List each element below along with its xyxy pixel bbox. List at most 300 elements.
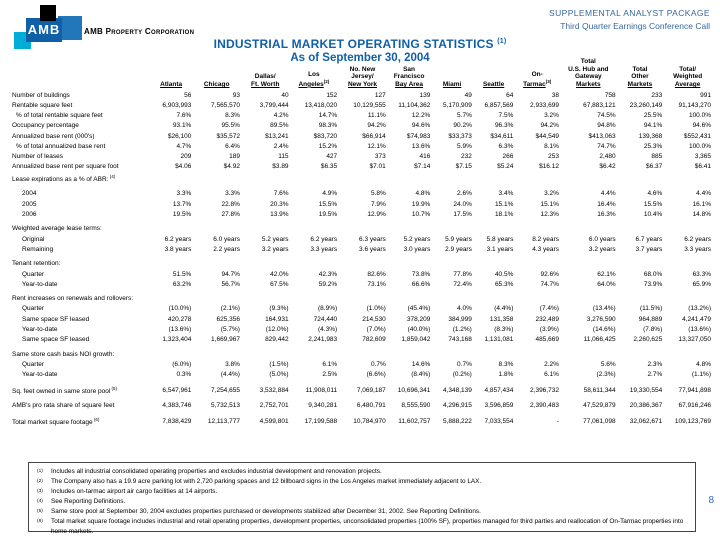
data-cell: 7,254,655 — [211, 386, 240, 394]
data-cell: (7.8%) — [643, 326, 663, 334]
data-cell: (1.1%) — [691, 371, 711, 379]
data-cell: 14.7% — [318, 112, 338, 120]
data-cell: 139 — [419, 91, 431, 99]
row-label: % of total rentable square feet — [16, 112, 103, 120]
data-cell: 67,883,121 — [583, 101, 616, 109]
data-cell: 109,123,769 — [674, 417, 711, 425]
package-title: SUPPLEMENTAL ANALYST PACKAGE — [549, 8, 710, 18]
column-header: San Francisco Bay Area — [393, 65, 425, 88]
column-header-spacer — [8, 58, 150, 91]
data-cell: $6.41 — [694, 163, 711, 171]
data-cell: 6.0 years — [213, 235, 240, 243]
column-header: Chicago — [203, 80, 230, 88]
data-cell: 5.8% — [370, 190, 386, 198]
data-cell: 16.3% — [597, 210, 616, 218]
data-cell: 6,480,791 — [356, 402, 386, 410]
row-label: 2006 — [22, 210, 37, 218]
data-cell: 73.9% — [643, 280, 663, 288]
data-cell: 19.5% — [172, 210, 192, 218]
data-cell: 5.8 years — [486, 235, 514, 243]
data-cell: 91,143,270 — [678, 101, 711, 109]
data-cell: 4,857,434 — [484, 386, 514, 394]
data-cell: 4.4% — [600, 190, 616, 198]
data-cell: 5.7% — [457, 112, 472, 120]
data-cell: 991 — [700, 91, 711, 99]
data-cell: 77,061,098 — [583, 417, 616, 425]
column-header: Total U.S. Hub and Gateway Markets — [568, 58, 609, 88]
data-cell: 378,209 — [406, 315, 431, 323]
data-cell: 6.3 years — [359, 235, 386, 243]
data-cell: 2,752,701 — [259, 402, 289, 410]
data-cell: 20.3% — [270, 200, 289, 208]
data-cell: 11,602,757 — [398, 417, 431, 425]
data-cell: 98.3% — [318, 122, 338, 130]
data-cell: 12.2% — [411, 112, 431, 120]
data-cell: 42.3% — [318, 270, 338, 278]
data-cell: 68.0% — [643, 270, 663, 278]
data-cell: 964,889 — [638, 315, 663, 323]
logo-black-square-icon — [40, 5, 56, 21]
row-label: Number of buildings — [12, 91, 70, 99]
row-label: Remaining — [22, 245, 54, 253]
data-cell: (7.4%) — [539, 305, 559, 313]
data-cell: $44,549 — [535, 132, 559, 140]
data-cell: 2.3% — [647, 360, 663, 368]
row-label: Same space SF leased — [22, 315, 90, 323]
data-cell: 7.5% — [498, 112, 514, 120]
data-cell: 266 — [502, 153, 514, 161]
data-cell: 139,368 — [638, 132, 663, 140]
data-cell: (11.5%) — [639, 305, 663, 313]
data-cell: 58,611,344 — [583, 386, 616, 394]
data-cell: 0.3% — [176, 371, 192, 379]
column-header: Total/ Weighted Average — [673, 65, 703, 88]
data-cell: 3.0 years — [403, 245, 431, 253]
footnote-text: See Reporting Definitions. — [51, 497, 126, 505]
data-cell: $4.06 — [175, 163, 192, 171]
data-cell: 7,069,187 — [356, 386, 386, 394]
data-cell: 189 — [229, 153, 240, 161]
data-cell: 4.8% — [696, 360, 711, 368]
data-cell: 115 — [278, 153, 289, 161]
data-cell: 2,241,983 — [308, 336, 338, 344]
data-cell: 12.1% — [367, 142, 386, 150]
data-cell: $16.12 — [539, 163, 559, 171]
data-cell: 66.6% — [411, 280, 431, 288]
data-cell: 12,113,777 — [207, 417, 240, 425]
data-cell: (8.3%) — [494, 326, 514, 334]
row-label: % of total annualized base rent — [16, 142, 106, 150]
data-cell: 10,129,555 — [353, 101, 386, 109]
data-cell: $6.35 — [320, 163, 338, 171]
data-cell: 13.9% — [270, 210, 289, 218]
footnote-text: Total market square footage includes industrial and retail operating properties, development properties, unconsolidated properties (100% SF), properties managed for third parties and reallocation of On-Tarmac properties into home markets. — [51, 517, 684, 535]
data-cell: 5,888,222 — [442, 417, 472, 425]
data-cell: 17.5% — [453, 210, 472, 218]
data-cell: 0.7% — [457, 360, 472, 368]
footnote — [37, 477, 687, 487]
row-label: Rent increases on renewals and rollovers: — [12, 295, 134, 303]
data-cell: 38 — [551, 91, 559, 99]
data-cell: 6.2 years — [310, 235, 338, 243]
data-cell: 4.9% — [322, 190, 338, 198]
data-cell: (3.9%) — [539, 326, 559, 334]
data-cell: 9,340,281 — [308, 402, 338, 410]
data-cell: (4.4%) — [494, 305, 514, 313]
data-cell: 2.6% — [457, 190, 472, 198]
data-cell: 2,396,732 — [530, 386, 559, 394]
data-cell: 5.9 years — [445, 235, 472, 243]
data-cell: 10,784,970 — [353, 417, 386, 425]
data-cell: 17,199,588 — [304, 417, 338, 425]
data-cell: 6,903,993 — [162, 101, 192, 109]
column-header: No. New Jersey/ New York — [347, 65, 377, 88]
row-label: Original — [22, 235, 45, 243]
row-label: Rentable square feet — [12, 101, 73, 109]
row-label: Occupancy percentage — [12, 122, 79, 130]
data-cell: 10.7% — [411, 210, 431, 218]
data-cell: 11,908,011 — [305, 386, 338, 394]
data-cell: 15.2% — [318, 142, 338, 150]
data-cell: 5,170,909 — [442, 101, 472, 109]
data-cell: $66,914 — [362, 132, 386, 140]
data-cell: 51.5% — [172, 270, 192, 278]
data-cell: 11,066,425 — [583, 336, 616, 344]
data-cell: 6.7 years — [635, 235, 663, 243]
data-cell: (6.0%) — [172, 360, 192, 368]
data-cell: $552,431 — [683, 132, 711, 140]
data-cell: (8.4%) — [411, 371, 431, 379]
stats-table — [8, 58, 712, 428]
data-cell: 56.7% — [221, 280, 240, 288]
data-cell: 3.4% — [498, 190, 514, 198]
data-cell: 8,555,590 — [401, 402, 431, 410]
data-cell: 22.8% — [221, 200, 240, 208]
data-cell: 758 — [604, 91, 616, 99]
row-label: Year-to-date — [22, 280, 58, 288]
data-cell: (2.1%) — [220, 305, 240, 313]
data-cell: 3.3% — [176, 190, 192, 198]
data-cell: 5,732,513 — [211, 402, 240, 410]
data-cell: 2.7% — [647, 371, 663, 379]
row-label: Lease expirations as a % of ABR: $^{(4)}$ — [12, 173, 116, 183]
data-cell: 72.4% — [453, 280, 472, 288]
data-cell: 4.3 years — [532, 245, 559, 253]
logo-text: AMB — [26, 18, 62, 42]
data-cell: 416 — [419, 153, 431, 161]
row-label: Year-to-date — [22, 371, 58, 379]
title-footnote-ref: (1) — [497, 38, 507, 45]
data-cell: 1,323,404 — [162, 336, 192, 344]
data-cell: (5.7%) — [220, 326, 240, 334]
row-label: Year-to-date — [22, 326, 58, 334]
data-cell: 3,276,590 — [586, 315, 616, 323]
row-label: 2004 — [22, 190, 37, 198]
data-cell: 6.1% — [544, 371, 559, 379]
data-cell: (40.0%) — [407, 326, 431, 334]
data-cell: 14.8% — [692, 210, 711, 218]
data-cell: 94.1% — [643, 122, 663, 130]
data-cell: 67.5% — [270, 280, 289, 288]
data-cell: 164,931 — [265, 315, 289, 323]
data-cell: 6,547,961 — [162, 386, 192, 394]
data-cell: 4,383,746 — [162, 402, 192, 410]
data-cell: $34,611 — [490, 132, 514, 140]
data-cell: 724,440 — [313, 315, 338, 323]
data-cell: (4.3%) — [318, 326, 338, 334]
data-cell: 4,241,479 — [682, 315, 711, 323]
data-cell: 64 — [506, 91, 514, 99]
page-subtitle: As of September 30, 2004 — [290, 52, 430, 64]
footnote-text: The Company also has a 19.9 acre parking lot with 2,720 parking spaces and 12 billboard signs in the Los Angeles market immediately adjacent to LAX. — [51, 477, 482, 485]
data-cell: 13,327,050 — [678, 336, 711, 344]
data-cell: 5.2 years — [261, 235, 289, 243]
footnote — [37, 517, 687, 537]
data-cell: 42.0% — [270, 270, 289, 278]
data-cell: (13.2%) — [688, 305, 711, 313]
data-cell: 4.6% — [647, 190, 663, 198]
data-cell: 2.9 years — [445, 245, 472, 253]
data-cell: 253 — [548, 153, 559, 161]
data-cell: 67,916,246 — [678, 402, 711, 410]
data-cell: (45.4%) — [407, 305, 431, 313]
data-cell: 4.7% — [176, 142, 192, 150]
data-cell: $33,373 — [448, 132, 472, 140]
data-cell: $6.37 — [645, 163, 663, 171]
data-cell: 77.8% — [453, 270, 472, 278]
data-cell: 1,669,967 — [211, 336, 240, 344]
footnote — [37, 507, 687, 517]
data-cell: 13.7% — [172, 200, 192, 208]
data-cell: 73.1% — [367, 280, 386, 288]
data-cell: 7.6% — [176, 112, 192, 120]
row-label: AMB's pro rata share of square feet — [12, 402, 115, 410]
data-cell: 6.0 years — [588, 235, 616, 243]
data-cell: 6,857,569 — [484, 101, 514, 109]
data-cell: 420,278 — [167, 315, 192, 323]
data-cell: 23,260,149 — [629, 101, 663, 109]
data-cell: 18.1% — [494, 210, 514, 218]
footnote-number: (2) — [37, 478, 43, 484]
data-cell: (5.0%) — [269, 371, 289, 379]
data-cell: 95.5% — [221, 122, 240, 130]
data-cell: 7.9% — [370, 200, 386, 208]
data-cell: 3,799,444 — [259, 101, 289, 109]
data-cell: 10.4% — [643, 210, 663, 218]
data-cell: 3.3% — [225, 190, 240, 198]
data-cell: $83,720 — [313, 132, 338, 140]
data-cell: 15.1% — [494, 200, 514, 208]
row-label: Same space SF leased — [22, 336, 90, 344]
data-cell: 94.6% — [692, 122, 711, 130]
data-cell: (0.2%) — [452, 371, 472, 379]
data-cell: 62.1% — [597, 270, 616, 278]
column-header: On- Tarmac$^{(3)}$ — [523, 71, 552, 88]
data-cell: 16.4% — [597, 200, 616, 208]
data-cell: 1,859,042 — [401, 336, 431, 344]
data-cell: 4.0% — [457, 305, 472, 313]
data-cell: 782,609 — [362, 336, 386, 344]
data-cell: 100.0% — [688, 142, 711, 150]
row-label: Quarter — [22, 360, 45, 368]
data-cell: $5.24 — [497, 163, 514, 171]
footnote-number: (1) — [37, 469, 43, 474]
data-cell: 7.6% — [273, 190, 289, 198]
data-cell: 13.6% — [411, 142, 431, 150]
data-cell: $3.89 — [272, 163, 289, 171]
data-cell: 1.8% — [498, 371, 514, 379]
data-cell: 3,596,859 — [484, 402, 514, 410]
data-cell: 4.8% — [415, 190, 431, 198]
data-cell: 373 — [374, 153, 386, 161]
data-cell: 214,530 — [362, 315, 386, 323]
data-cell: $6.42 — [599, 163, 616, 171]
data-cell: 100.0% — [688, 112, 711, 120]
data-cell: (13.4%) — [592, 305, 616, 313]
data-cell: 131,358 — [489, 315, 514, 323]
data-cell: 10,696,341 — [397, 386, 431, 394]
data-cell: 232,489 — [535, 315, 559, 323]
row-label: Quarter — [22, 305, 45, 313]
data-cell: 6.4% — [225, 142, 240, 150]
data-cell: $26,100 — [167, 132, 192, 140]
data-cell: 3.7 years — [635, 245, 663, 253]
data-cell: 25.5% — [643, 112, 663, 120]
data-cell: $74,983 — [406, 132, 431, 140]
data-cell: (1.5%) — [269, 360, 289, 368]
data-cell: 13,418,020 — [304, 101, 338, 109]
data-cell: 15.5% — [643, 200, 663, 208]
data-cell: 8.2 years — [532, 235, 559, 243]
data-cell: 3,365 — [694, 153, 711, 161]
data-cell: 24.0% — [453, 200, 472, 208]
data-cell: 384,999 — [448, 315, 472, 323]
column-header: Atlanta — [160, 80, 183, 88]
data-cell: 82.6% — [367, 270, 386, 278]
company-name: AMB Property Corporation — [84, 27, 195, 36]
data-cell: (13.6%) — [688, 326, 711, 334]
data-cell: 11.1% — [367, 112, 386, 120]
data-cell: 427 — [326, 153, 338, 161]
data-cell: 94.2% — [540, 122, 559, 130]
data-cell: 3.3 years — [684, 245, 711, 253]
data-cell: 2,933,699 — [530, 101, 559, 109]
data-cell: 3.2% — [544, 190, 559, 198]
data-cell: 93 — [232, 91, 240, 99]
data-cell: 829,442 — [265, 336, 289, 344]
data-cell: 232 — [461, 153, 472, 161]
footnote-text: Includes on-tarmac airport air cargo facilities at 14 airports. — [51, 487, 218, 495]
data-cell: 40 — [281, 91, 289, 99]
data-cell: 63.3% — [692, 270, 711, 278]
footnote-number: (6) — [37, 518, 43, 524]
data-cell: - — [556, 417, 559, 425]
data-cell: (8.9%) — [318, 305, 338, 313]
data-cell: 19.9% — [411, 200, 431, 208]
data-cell: 5.9% — [457, 142, 472, 150]
data-cell: 73.8% — [411, 270, 431, 278]
data-cell: 94.8% — [597, 122, 616, 130]
data-cell: $7.15 — [455, 163, 472, 171]
data-cell: 5.2 years — [403, 235, 431, 243]
data-cell: 4,296,915 — [442, 402, 472, 410]
data-cell: 15.1% — [540, 200, 559, 208]
data-cell: 127 — [374, 91, 386, 99]
footnote — [37, 487, 687, 497]
data-cell: 4.2% — [273, 112, 289, 120]
footnote-number: (4) — [37, 498, 43, 504]
data-cell: 3.1 years — [486, 245, 514, 253]
data-cell: 8.3% — [498, 360, 514, 368]
statistics-table-zone — [8, 58, 712, 428]
footnote — [37, 497, 687, 507]
data-cell: 2.2% — [544, 360, 559, 368]
data-cell: 6.2 years — [684, 235, 711, 243]
data-cell: 65.9% — [692, 280, 711, 288]
data-cell: 40.5% — [494, 270, 514, 278]
data-cell: 14.6% — [411, 360, 431, 368]
column-header: Seattle — [482, 80, 505, 88]
data-cell: 74.5% — [597, 112, 616, 120]
column-header: Miami — [442, 80, 462, 88]
data-cell: 2,260,625 — [633, 336, 663, 344]
data-cell: 3.2% — [544, 112, 559, 120]
data-cell: 6.2 years — [164, 235, 192, 243]
data-cell: (4.4%) — [220, 371, 240, 379]
footnote-text: Same store pool at September 30, 2004 excludes properties purchased or developments stabilized after December 31, 2002. See Reporting Definitions. — [51, 507, 481, 515]
data-cell: 485,669 — [535, 336, 559, 344]
data-cell: 743,168 — [448, 336, 472, 344]
data-cell: $13,241 — [265, 132, 289, 140]
data-cell: $7.01 — [369, 163, 386, 171]
data-cell: (6.6%) — [366, 371, 386, 379]
data-cell: 63.2% — [172, 280, 192, 288]
data-cell: 2,390,483 — [530, 402, 559, 410]
data-cell: 15.5% — [318, 200, 338, 208]
data-cell: 625,356 — [216, 315, 240, 323]
data-cell: 2.4% — [273, 142, 289, 150]
data-cell: 4,599,801 — [259, 417, 289, 425]
data-cell: (14.6%) — [592, 326, 616, 334]
data-cell: 3.2 years — [261, 245, 289, 253]
data-cell: 77,941,898 — [678, 386, 711, 394]
data-cell: 3.8% — [225, 360, 240, 368]
data-cell: (2.3%) — [596, 371, 616, 379]
data-cell: 3.3 years — [310, 245, 338, 253]
data-cell: 8.1% — [544, 142, 559, 150]
footnote-text: Includes all industrial consolidated operating properties and excludes industrial development and renovation projects. — [51, 468, 382, 475]
row-label: Same store cash basis NOI growth: — [12, 350, 115, 358]
data-cell: (13.6%) — [168, 326, 192, 334]
data-cell: $35,572 — [216, 132, 240, 140]
data-cell: (7.0%) — [366, 326, 386, 334]
data-cell: 3,532,884 — [259, 386, 289, 394]
data-cell: 12.9% — [367, 210, 386, 218]
column-header: Dallas/ Ft. Worth — [251, 73, 280, 88]
row-label: 2005 — [22, 200, 37, 208]
data-cell: 3.6 years — [359, 245, 386, 253]
data-cell: 20,386,367 — [629, 402, 663, 410]
data-cell: 233 — [651, 91, 663, 99]
data-cell: 27.8% — [221, 210, 240, 218]
data-cell: 12.3% — [540, 210, 559, 218]
data-cell: 2.2 years — [213, 245, 240, 253]
data-cell: 74.7% — [540, 280, 559, 288]
column-header: Los Angeles$^{(2)}$ — [298, 71, 330, 88]
data-cell: 885 — [651, 153, 663, 161]
row-label: Annualized base rent (000's) — [12, 132, 95, 140]
data-cell: 25.3% — [643, 142, 663, 150]
